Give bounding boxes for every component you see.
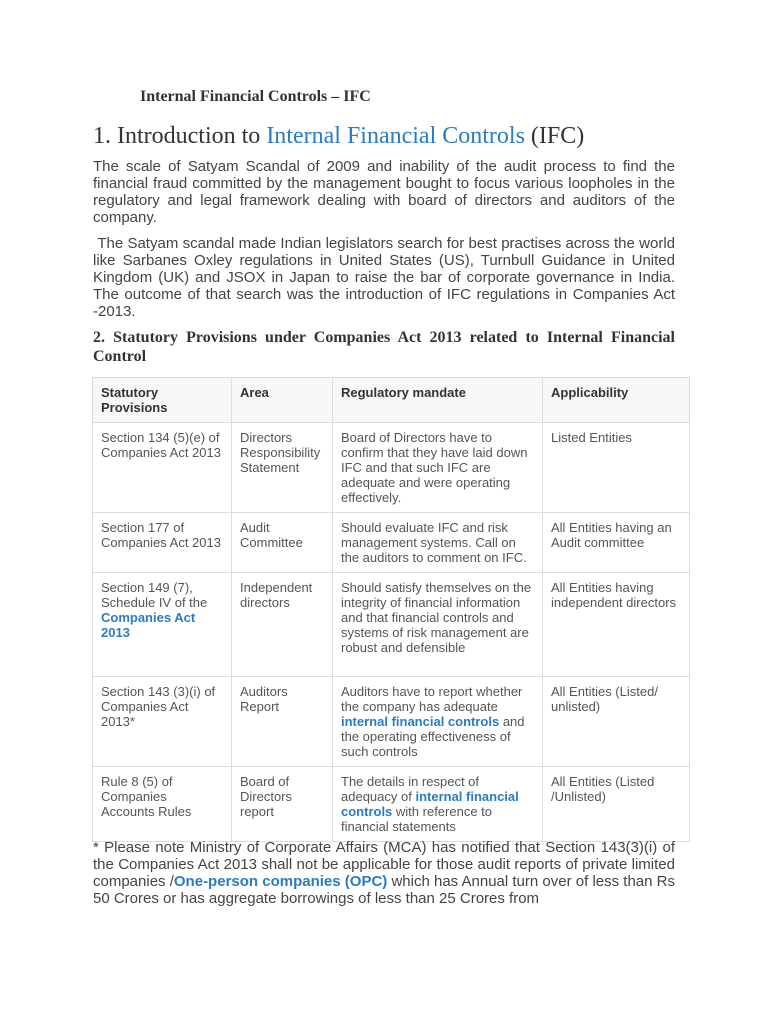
table-row <box>93 513 690 573</box>
provision-cell: Section 134 (5)(e) of Companies Act 2013 <box>93 423 232 513</box>
applicability-cell: Listed Entities <box>543 423 690 513</box>
cell-text: with reference to financial statements <box>341 804 493 834</box>
column-header: Applicability <box>543 378 690 423</box>
table-row <box>93 767 690 842</box>
opc-link[interactable]: One-person companies (OPC) <box>173 873 388 890</box>
intro-paragraph-1: The scale of Satyam Scandal of 2009 and inability of the audit process to find the financial fraud committed by the management bought to focus various loopholes in the regulatory and legal framework dealing with board of directors and auditors of the company. <box>93 158 675 226</box>
section-2-heading: 2. Statutory Provisions under Companies Act 2013 related to Internal Financial Control <box>93 329 675 365</box>
statutory-provisions-table <box>92 377 690 842</box>
heading-text: 1. Introduction to <box>93 123 267 149</box>
provision-cell: Section 143 (3)(i) of Companies Act 2013* <box>93 677 232 767</box>
footnote-text: * Please note Ministry of Corporate Affairs (MCA) has notified that Section 143(3)(i) of the Companies Act 2013 shall not be applicable for those audit reports of private limited companies / <box>93 839 675 890</box>
table-row <box>93 677 690 767</box>
section-1-heading <box>93 123 584 150</box>
area-cell: Independent directors <box>232 573 333 677</box>
area-cell: Auditors Report <box>232 677 333 767</box>
provision-cell: Section 177 of Companies Act 2013 <box>93 513 232 573</box>
provision-cell <box>93 573 232 677</box>
document-title: Internal Financial Controls – IFC <box>140 88 371 105</box>
mandate-cell <box>333 677 543 767</box>
footnote-text: which has Annual turn over of less than Rs 50 Crores or has aggregate borrowings of less than 25 Crores from <box>93 873 675 907</box>
cell-text: The details in respect of adequacy of <box>341 774 480 804</box>
mandate-cell: Should satisfy themselves on the integrity of financial information and that financial controls and systems of risk management are robust and defensible <box>333 573 543 677</box>
column-header: Area <box>232 378 333 423</box>
mandate-cell: Should evaluate IFC and risk management systems. Call on the auditors to comment on IFC. <box>333 513 543 573</box>
heading-text: (IFC) <box>524 123 585 149</box>
internal-financial-controls-link[interactable]: internal financial controls <box>341 714 500 729</box>
column-header: Statutory Provisions <box>93 378 232 423</box>
area-cell: Directors Responsibility Statement <box>232 423 333 513</box>
applicability-cell: All Entities having independent directors <box>543 573 690 677</box>
intro-paragraph-2: The Satyam scandal made Indian legislators search for best practises across the world like Sarbanes Oxley regulations in United States (US), Turnbull Guidance in United Kingdom (UK) and JSOX in Japan to raise the bar of corporate governance in India. The outcome of that search was the introduction of IFC regulations in Companies Act -2013. <box>93 235 680 320</box>
mandate-cell <box>333 767 543 842</box>
column-header: Regulatory mandate <box>333 378 543 423</box>
table-row <box>93 573 690 677</box>
cell-text: Auditors have to report whether the company has adequate <box>341 684 523 714</box>
cell-text: and the operating effectiveness of such controls <box>341 714 525 759</box>
footnote <box>93 839 675 907</box>
cell-text: Section 149 (7), Schedule IV of the <box>101 580 208 610</box>
table-row <box>93 423 690 513</box>
companies-act-link[interactable]: Companies Act 2013 <box>101 610 196 640</box>
mandate-cell: Board of Directors have to confirm that they have laid down IFC and that such IFC are adequate and were operating effectively. <box>333 423 543 513</box>
internal-financial-controls-link[interactable]: internal financial controls <box>341 789 519 819</box>
applicability-cell: All Entities having an Audit committee <box>543 513 690 573</box>
area-cell: Board of Directors report <box>232 767 333 842</box>
area-cell: Audit Committee <box>232 513 333 573</box>
applicability-cell: All Entities (Listed/ unlisted) <box>543 677 690 767</box>
applicability-cell: All Entities (Listed /Unlisted) <box>543 767 690 842</box>
provision-cell: Rule 8 (5) of Companies Accounts Rules <box>93 767 232 842</box>
table-header-row <box>93 378 690 423</box>
ifc-link[interactable]: Internal Financial Controls <box>266 123 525 149</box>
